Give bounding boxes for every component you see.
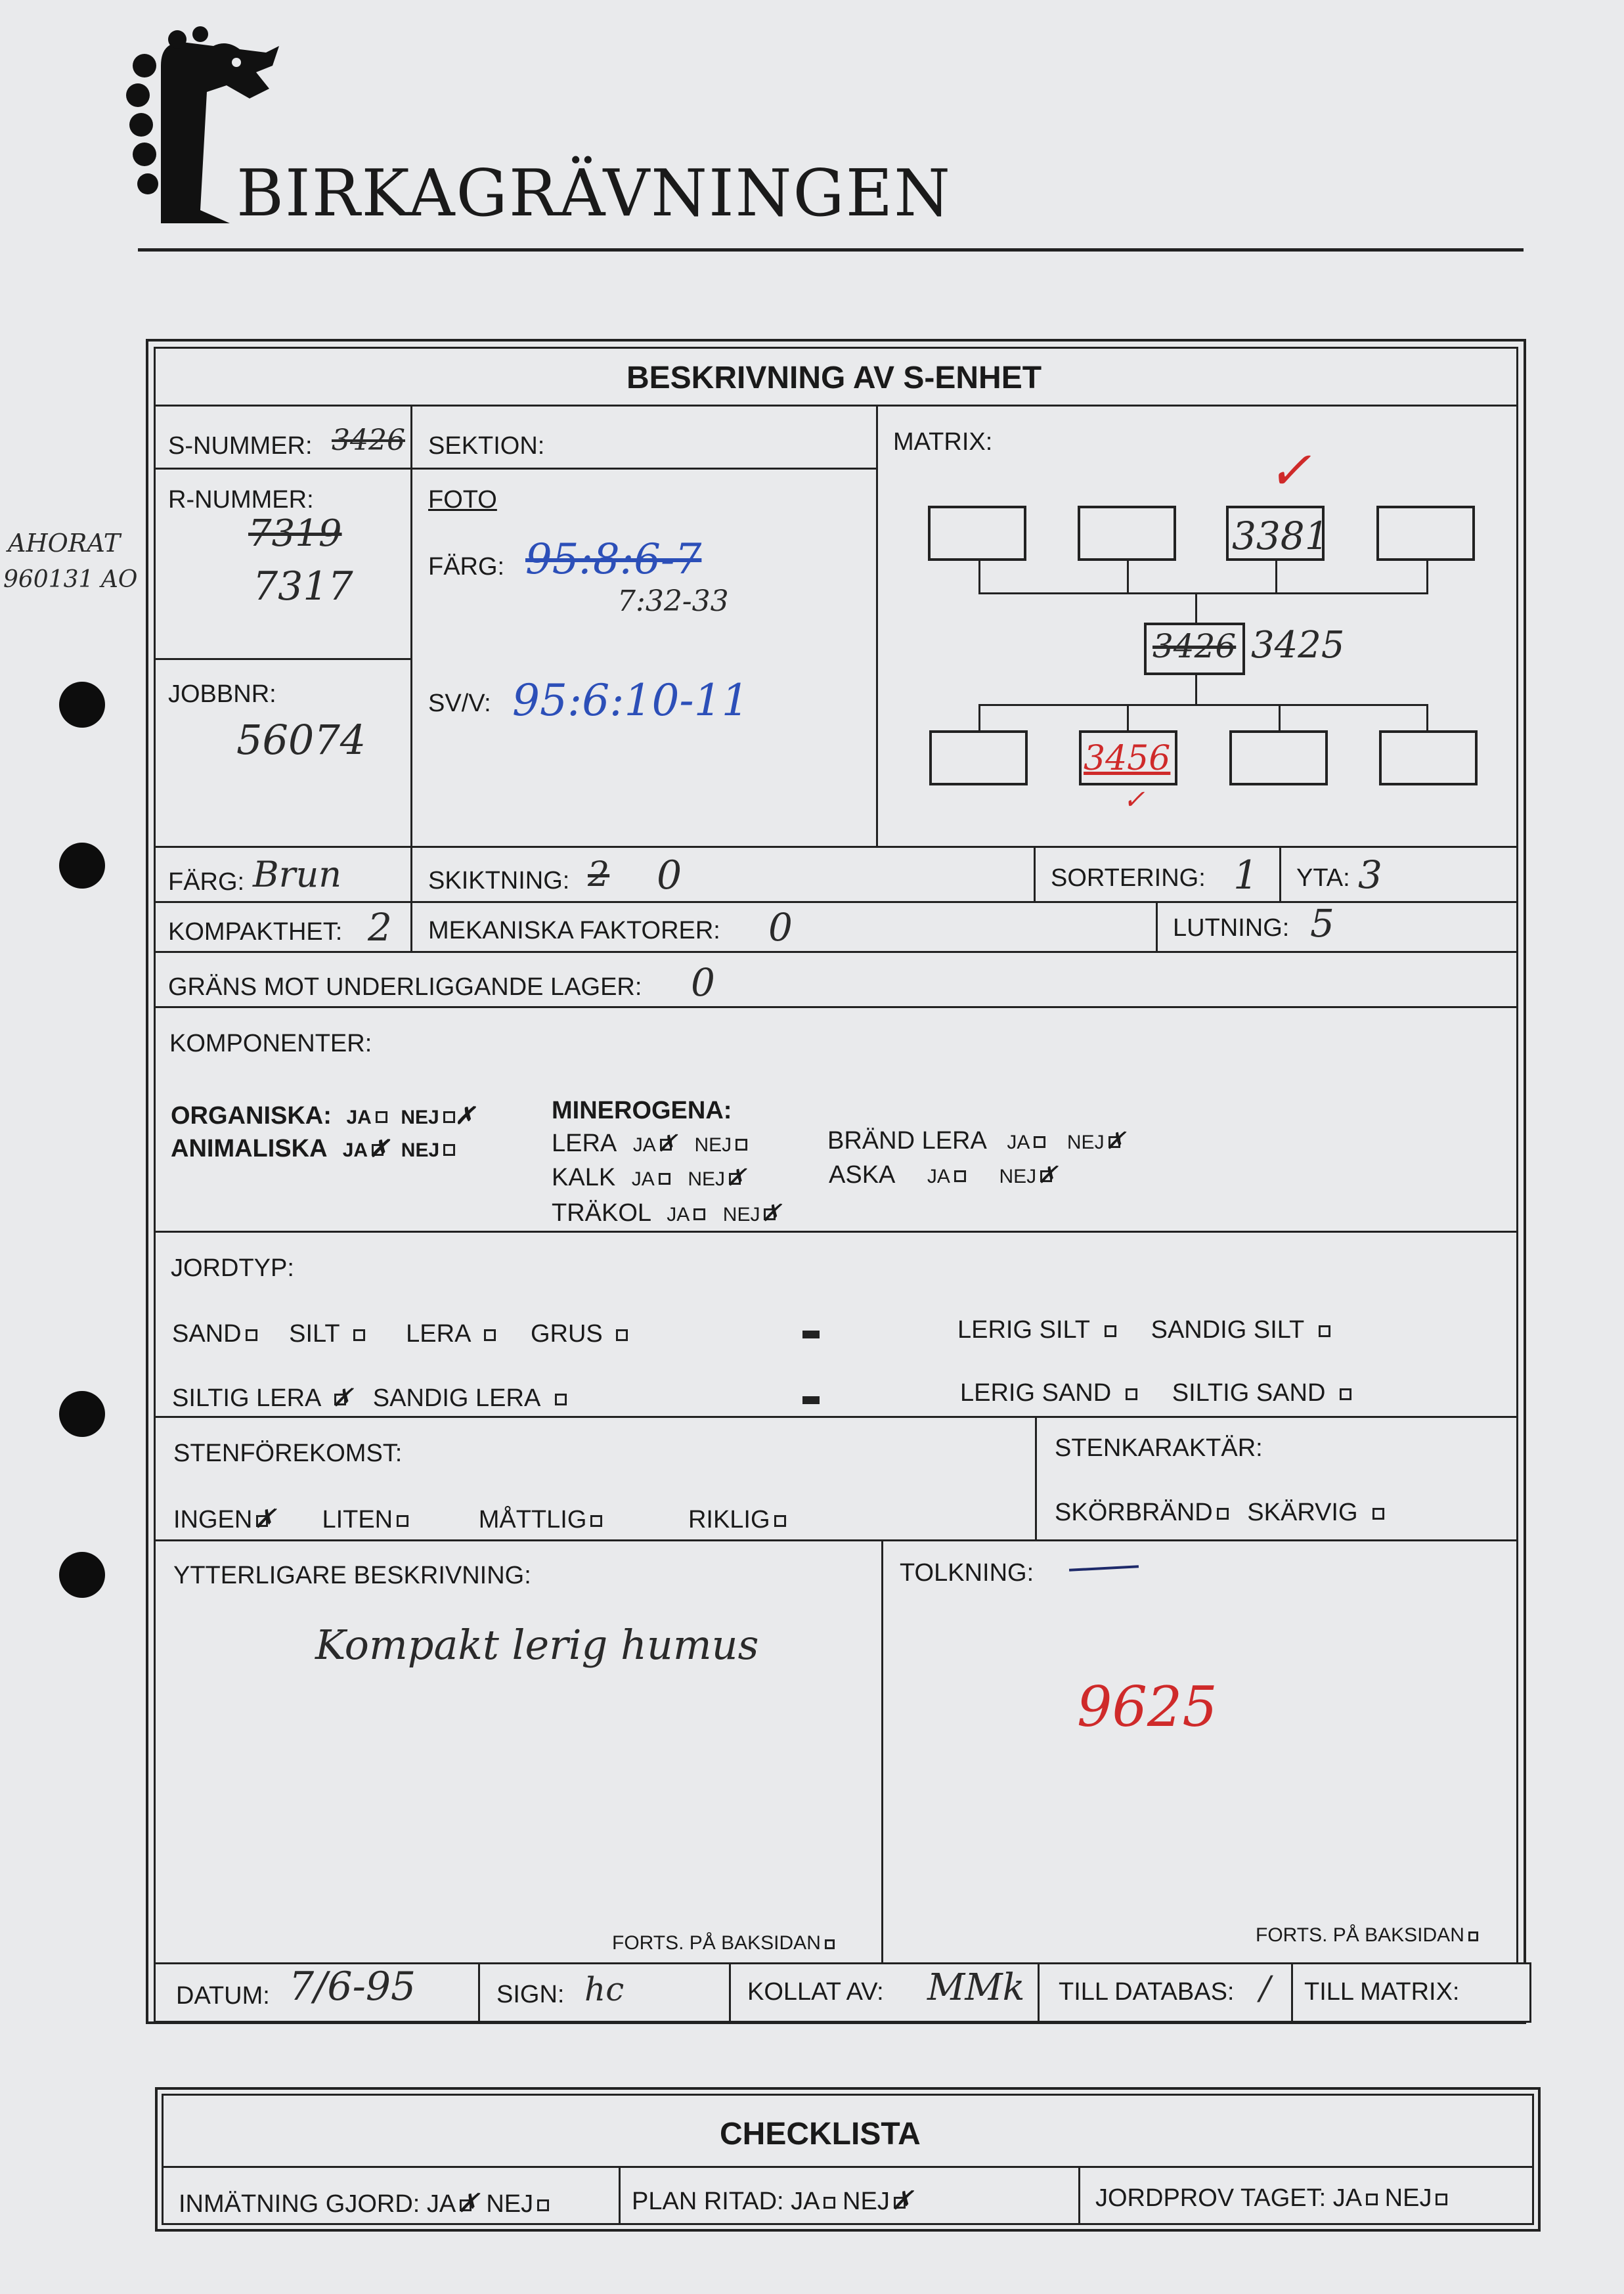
punch-hole xyxy=(59,1552,105,1598)
farg-foto-label: FÄRG: xyxy=(428,553,505,581)
tolkning-value[interactable]: 9625 xyxy=(1077,1675,1218,1739)
tolkning-forts: FORTS. PÅ BAKSIDAN xyxy=(1256,1924,1478,1947)
sektion-label: SEKTION: xyxy=(428,432,545,460)
matrix-box xyxy=(1379,730,1478,785)
farg-foto-struck: 95:8:6-7 xyxy=(525,535,702,584)
kollat-label: KOLLAT AV: xyxy=(747,1978,884,2006)
kollat-value[interactable]: MMk xyxy=(927,1966,1025,2009)
page-title: BIRKAGRÄVNINGEN xyxy=(236,156,952,231)
sandig-silt-checkbox[interactable] xyxy=(1319,1325,1330,1337)
jordprov-nej-checkbox[interactable] xyxy=(1436,2194,1447,2205)
matrix-box xyxy=(929,730,1028,785)
farg-value[interactable]: Brun xyxy=(253,854,342,895)
matrix-top-value[interactable]: 3381 xyxy=(1232,514,1329,558)
lutning-value[interactable]: 5 xyxy=(1310,901,1334,946)
sortering-value[interactable]: 1 xyxy=(1233,852,1259,898)
datum-value[interactable]: 7/6-95 xyxy=(289,1964,416,2010)
s-nummer-label: S-NUMMER: xyxy=(168,432,313,460)
dash-mark xyxy=(802,1331,820,1338)
mekaniska-value[interactable]: 0 xyxy=(768,905,793,950)
matrix-box xyxy=(1229,730,1328,785)
ytterligare-label: YTTERLIGARE BESKRIVNING: xyxy=(173,1562,531,1589)
sortering-label: SORTERING: xyxy=(1051,864,1206,892)
animaliska-label: ANIMALISKA JA✗ NEJ xyxy=(171,1135,455,1163)
sand-checkbox[interactable] xyxy=(246,1329,257,1341)
jordtyp-label: JORDTYP: xyxy=(171,1254,294,1282)
margin-note-line1: AHORAT xyxy=(8,529,121,558)
jordprov-ja-checkbox[interactable] xyxy=(1366,2194,1378,2205)
sandig-lera-checkbox[interactable] xyxy=(555,1394,567,1405)
r-nummer-label: R-NUMMER: xyxy=(168,486,314,514)
ytterligare-value[interactable]: Kompakt lerig humus xyxy=(315,1621,759,1669)
lera-nej-checkbox[interactable] xyxy=(735,1139,747,1151)
skiktning-struck: 2 xyxy=(588,855,610,894)
jordtyp-row1: SAND SILT LERA GRUS xyxy=(172,1320,628,1348)
yta-label: YTA: xyxy=(1296,864,1350,892)
trakol-ja-checkbox[interactable] xyxy=(693,1208,705,1220)
punch-hole xyxy=(59,1391,105,1437)
lerig-silt-checkbox[interactable] xyxy=(1105,1325,1116,1337)
till-databas-mark: / xyxy=(1260,1969,1271,2007)
jobbnr-value[interactable]: 56074 xyxy=(236,716,366,764)
skiktning-label: SKIKTNING: xyxy=(428,867,570,894)
yta-value[interactable]: 3 xyxy=(1358,852,1382,897)
organiska-nej-checkbox[interactable] xyxy=(443,1111,455,1123)
matrix-box xyxy=(1078,506,1176,561)
mattlig-checkbox[interactable] xyxy=(590,1515,602,1527)
stenforekomst-label: STENFÖREKOMST: xyxy=(173,1440,403,1467)
sign-value[interactable]: hc xyxy=(584,1970,625,2008)
inmatning-nej-checkbox[interactable] xyxy=(537,2199,549,2211)
mekaniska-label: MEKANISKA FAKTORER: xyxy=(428,917,720,944)
ytterligare-forts-checkbox[interactable] xyxy=(825,1939,835,1949)
lerig-sand-checkbox[interactable] xyxy=(1126,1388,1137,1400)
skiktning-value[interactable]: 0 xyxy=(657,852,682,898)
foto-label: FOTO xyxy=(428,486,497,514)
organiska-ja-checkbox[interactable] xyxy=(376,1111,387,1123)
jobbnr-label: JOBBNR: xyxy=(168,680,276,708)
silt-checkbox[interactable] xyxy=(353,1329,365,1341)
stenforekomst-row: INGEN✗ LITEN MÅTTLIG RIKLIG xyxy=(173,1504,786,1534)
tolkning-forts-checkbox[interactable] xyxy=(1468,1931,1478,1941)
inmatning-row: INMÄTNING GJORD: JA✗ NEJ xyxy=(179,2188,549,2218)
punch-hole xyxy=(59,682,105,728)
r-nummer-struck: 7319 xyxy=(248,512,342,555)
lera-checkbox[interactable] xyxy=(484,1329,496,1341)
matrix-label: MATRIX: xyxy=(893,428,993,456)
s-nummer-value[interactable]: 3426 xyxy=(332,424,405,457)
matrix-box xyxy=(1376,506,1475,561)
farg-foto-value[interactable]: 7:32-33 xyxy=(617,585,729,618)
skorbrand-checkbox[interactable] xyxy=(1217,1508,1229,1520)
checklista-title: CHECKLISTA xyxy=(720,2117,921,2151)
lera-row: LERA JA✗ NEJ xyxy=(552,1130,747,1158)
kalk-ja-checkbox[interactable] xyxy=(659,1173,670,1185)
organiska-label: ORGANISKA: JA NEJ ✗ xyxy=(171,1102,475,1130)
kompakthet-value[interactable]: 2 xyxy=(368,905,392,950)
jordtyp-row2: SILTIG LERA ✗ SANDIG LERA xyxy=(172,1383,567,1413)
matrix-bottom-value[interactable]: 3456 xyxy=(1084,739,1171,778)
brand-lera-row: BRÄND LERA JA NEJ✗ xyxy=(827,1127,1126,1155)
form-title: BESKRIVNING AV S-ENHET xyxy=(626,361,1042,395)
liten-checkbox[interactable] xyxy=(397,1515,408,1527)
minerogena-label: MINEROGENA: xyxy=(552,1097,732,1124)
matrix-center-value[interactable]: 3425 xyxy=(1251,624,1345,667)
grans-label: GRÄNS MOT UNDERLIGGANDE LAGER: xyxy=(168,973,642,1001)
komponenter-label: KOMPONENTER: xyxy=(169,1030,372,1057)
punch-hole xyxy=(59,843,105,889)
svv-label: SV/V: xyxy=(428,690,491,717)
stenkaraktar-row: SKÖRBRÄND SKÄRVIG xyxy=(1055,1499,1384,1527)
aska-ja-checkbox[interactable] xyxy=(954,1170,966,1182)
riklig-checkbox[interactable] xyxy=(774,1515,786,1527)
dash-mark xyxy=(802,1396,820,1404)
farg-label: FÄRG: xyxy=(168,868,245,896)
jordprov-row: JORDPROV TAGET: JA NEJ xyxy=(1095,2184,1447,2213)
svv-value[interactable]: 95:6:10-11 xyxy=(512,675,749,726)
jordtyp-row1-right: LERIG SILT SANDIG SILT xyxy=(957,1316,1330,1344)
kalk-row: KALK JA NEJ✗ xyxy=(552,1164,747,1191)
grus-checkbox[interactable] xyxy=(616,1329,628,1341)
brand-lera-ja-checkbox[interactable] xyxy=(1034,1136,1045,1148)
till-matrix-label: TILL MATRIX: xyxy=(1304,1978,1460,2006)
lutning-label: LUTNING: xyxy=(1173,914,1290,942)
stenkaraktar-label: STENKARAKTÄR: xyxy=(1055,1434,1263,1462)
grans-value[interactable]: 0 xyxy=(691,960,715,1005)
aska-row: ASKA JA NEJ✗ xyxy=(829,1161,1058,1189)
header-rule xyxy=(138,248,1524,252)
ytterligare-forts: FORTS. PÅ BAKSIDAN xyxy=(612,1932,835,1954)
till-databas-label: TILL DATABAS: xyxy=(1059,1978,1235,2006)
siltig-sand-checkbox[interactable] xyxy=(1340,1388,1351,1400)
margin-note-line2: 960131 AO xyxy=(3,566,138,593)
datum-label: DATUM: xyxy=(176,1982,270,2010)
plan-ja-checkbox[interactable] xyxy=(823,2197,835,2209)
kompakthet-label: KOMPAKTHET: xyxy=(168,918,343,946)
trakol-row: TRÄKOL JA NEJ✗ xyxy=(552,1199,781,1227)
skarvig-checkbox[interactable] xyxy=(1372,1508,1384,1520)
tolkning-label: TOLKNING: xyxy=(900,1559,1034,1587)
matrix-bottom-check: ✓ xyxy=(1123,785,1145,815)
matrix-check-mark: ✓ xyxy=(1267,440,1312,501)
sign-label: SIGN: xyxy=(496,1981,565,2008)
matrix-box xyxy=(928,506,1026,561)
jordtyp-row2-right: LERIG SAND SILTIG SAND xyxy=(960,1379,1351,1407)
plan-row: PLAN RITAD: JA NEJ✗ xyxy=(632,2186,913,2216)
r-nummer-value[interactable]: 7317 xyxy=(253,563,353,609)
matrix-center-struck: 3426 xyxy=(1152,627,1237,665)
animaliska-nej-checkbox[interactable] xyxy=(443,1144,455,1156)
